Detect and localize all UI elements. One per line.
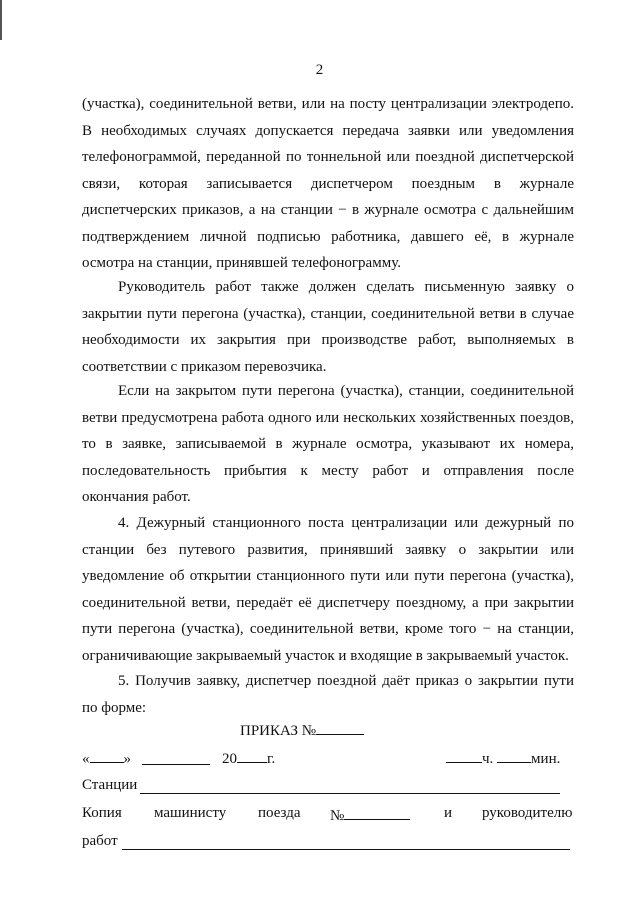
stations-label: Станции (82, 777, 138, 793)
and-label: и (444, 805, 453, 821)
page-number: 2 (315, 62, 324, 78)
form-works-row (82, 833, 574, 855)
paragraph-1: (участка), соединительной ветви, или на посту централизации электродепо. В необходимых случаях допускается передача заявки или уведомления телефонограммой, переданной по тоннельной или поездной диспетчерской связи, которая записывается диспетчером поездным в журнале диспетчерских приказов, а на станции − в журнале осмотра с дальнейшим подтверждением личной подписью работника, давшего её, в журнале осмотра на станции, принявшей телефонограмму. (82, 96, 574, 271)
minutes-blank (497, 748, 531, 763)
quote-close: » (123, 751, 131, 767)
paragraph-2: Руководитель работ также должен сделать письменную заявку о закрытии пути перегона (участка), станции, соединительной ветви в случае необходимости их закрытия при производстве работ, выполняемых в соответствии с приказом перевозчика. (82, 279, 574, 375)
order-title (240, 720, 364, 740)
paragraph-block-2 (82, 274, 574, 380)
works-blank (122, 835, 570, 850)
form-copy-row (82, 805, 574, 827)
form-stations-row (82, 777, 574, 799)
year-suffix: г. (267, 751, 276, 767)
hours-blank (446, 748, 482, 763)
year-prefix: 20 (222, 751, 237, 767)
paragraph-3: Если на закрытом пути перегона (участка), станции, соединительной ветви предусмотрена работа одного или нескольких хозяйственных поездов, то в заявке, записываемой в журнале осмотра, указывают их номера, последовательность прибытия к месту работ и отправления после окончания работ. (82, 383, 574, 505)
stations-blank (140, 779, 560, 794)
train-number-blank (344, 805, 410, 820)
paragraph-block-4 (82, 510, 574, 669)
paragraph-block-5 (82, 668, 574, 721)
paragraph-4: 4. Дежурный станционного поста централизации или дежурный по станции без путевого развития, принявший заявку о закрытии или уведомление об открытии станционного пути или пути перегона (участка), соединительной ветви, передаёт её диспетчеру поездному, а при закрытии пути перегона (участка), соединительной ветви, кроме того − на станции, ограничивающие закрываемый участок и входящие в закрываемый участок. (82, 515, 574, 664)
quote-open: « (82, 751, 90, 767)
month-blank (142, 750, 210, 765)
train-label: поезда (258, 805, 301, 821)
form-date-row (82, 748, 574, 770)
scan-edge-mark (0, 0, 2, 40)
works-label: работ (82, 833, 118, 849)
order-number-blank (316, 720, 364, 735)
year-blank (237, 748, 267, 763)
paragraph-block-3 (82, 378, 574, 511)
order-title-label: ПРИКАЗ № (240, 723, 317, 739)
hours-label: ч. (482, 751, 494, 767)
paragraph-5: 5. Получив заявку, диспетчер поездной даёт приказ о закрытии пути по форме: (82, 673, 574, 716)
day-blank (90, 748, 124, 763)
copy-label: Копия (82, 805, 122, 821)
minutes-label: мин. (531, 751, 561, 767)
to-driver-label: машинисту (154, 805, 227, 821)
to-manager-label: руководителю (482, 805, 573, 821)
train-number-sign: № (330, 808, 345, 824)
paragraph-continuation (82, 91, 574, 277)
